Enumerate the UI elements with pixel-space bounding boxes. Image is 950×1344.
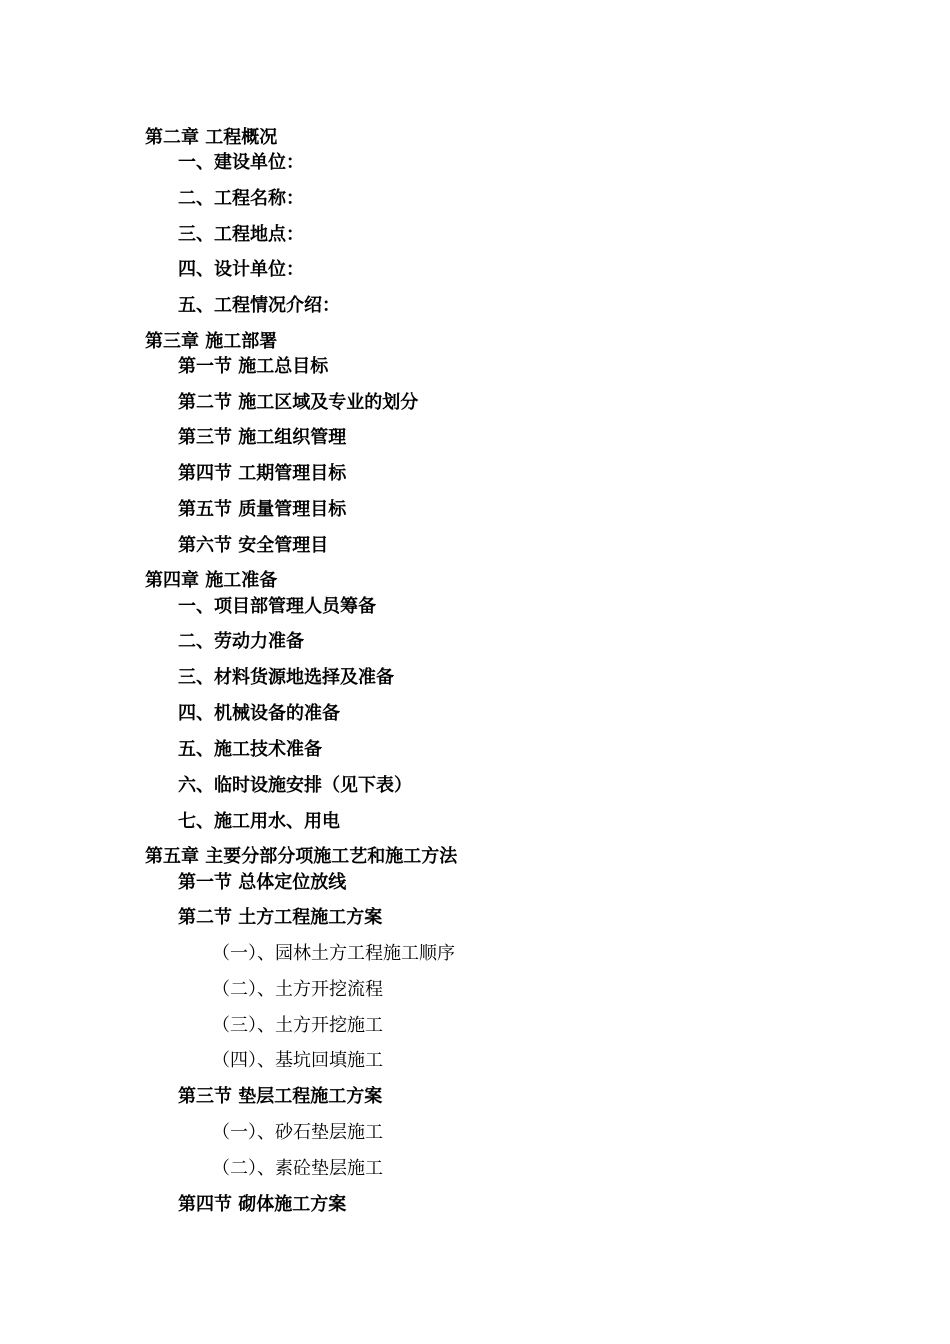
toc-item: 六、临时设施安排（见下表）	[178, 775, 412, 796]
toc-item: 五、施工技术准备	[178, 739, 322, 760]
toc-item: 第四节 工期管理目标	[178, 463, 347, 484]
toc-item: 第四节 砌体施工方案	[178, 1194, 347, 1215]
toc-item: 三、材料货源地选择及准备	[178, 667, 394, 688]
toc-item: 三、工程地点：	[178, 224, 304, 245]
toc-chapter-3: 第三章 施工部署	[145, 331, 278, 352]
toc-item: 一、建设单位：	[178, 152, 304, 173]
toc-item: 第三节 垫层工程施工方案	[178, 1086, 383, 1107]
toc-item: 一、项目部管理人员筹备	[178, 596, 376, 617]
toc-subitem: （三）、土方开挖施工	[212, 1015, 383, 1036]
toc-item: 第三节 施工组织管理	[178, 427, 347, 448]
toc-subitem: （二）、土方开挖流程	[212, 979, 383, 1000]
toc-subitem: （二）、素砼垫层施工	[212, 1158, 383, 1179]
toc-item: 四、设计单位：	[178, 259, 304, 280]
toc-item: 第一节 施工总目标	[178, 356, 329, 377]
toc-item: 四、机械设备的准备	[178, 703, 340, 724]
toc-item: 七、施工用水、用电	[178, 811, 340, 832]
toc-item: 第六节 安全管理目	[178, 535, 329, 556]
toc-item: 二、工程名称：	[178, 188, 304, 209]
toc-item: 第二节 土方工程施工方案	[178, 907, 383, 928]
toc-subitem: （四）、基坑回填施工	[212, 1050, 383, 1071]
toc-chapter-4: 第四章 施工准备	[145, 570, 278, 591]
toc-chapter-2: 第二章 工程概况	[145, 127, 278, 148]
toc-subitem: （一）、园林土方工程施工顺序	[212, 943, 455, 964]
toc-subitem: （一）、砂石垫层施工	[212, 1122, 383, 1143]
toc-item: 五、工程情况介绍：	[178, 295, 340, 316]
toc-item: 第一节 总体定位放线	[178, 872, 347, 893]
toc-item: 第五节 质量管理目标	[178, 499, 347, 520]
toc-item: 第二节 施工区域及专业的划分	[178, 392, 419, 413]
toc-item: 二、劳动力准备	[178, 631, 304, 652]
toc-chapter-5: 第五章 主要分部分项施工艺和施工方法	[145, 846, 458, 867]
